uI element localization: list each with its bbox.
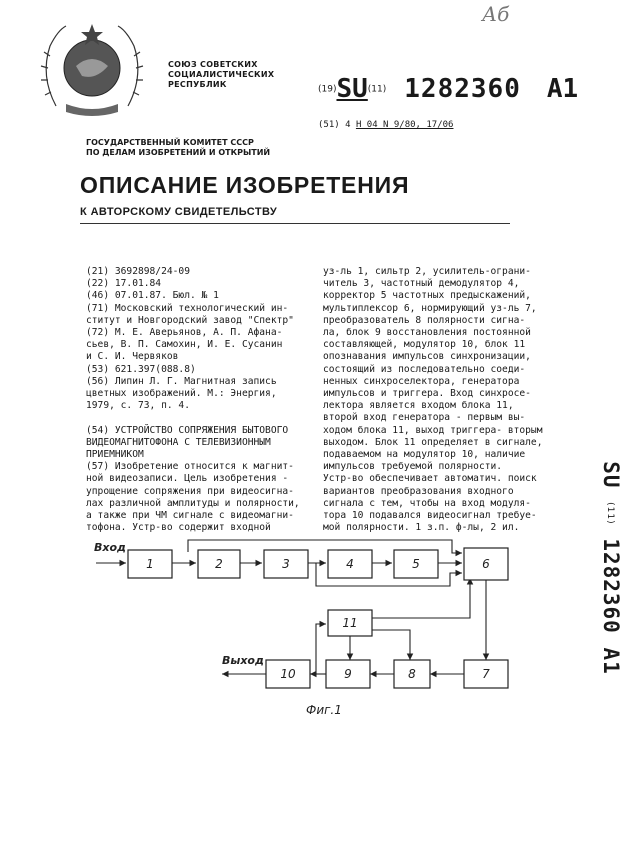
text-line: лах различной амплитуды и полярности, <box>86 497 300 509</box>
text-line: подаваемом на модулятор 10, наличие <box>323 449 526 461</box>
union-name-line: СОЦИАЛИСТИЧЕСКИХ <box>168 70 275 79</box>
patent-number: 1282360 <box>404 74 521 104</box>
text-line: ПРИЕМНИКОМ <box>86 449 144 461</box>
text-line: ститут и Новгородский завод "Спектр" <box>86 314 294 326</box>
text-line: сигнала с тем, чтобы на вход модуля- <box>323 497 531 509</box>
country-code: SU <box>336 74 368 104</box>
text-line: (56) Липин Л. Г. Магнитная запись <box>86 375 277 387</box>
text-line: мультиплексор 6, нормирующий уз-ль 7, <box>323 302 537 314</box>
spine-country: SU <box>598 461 623 489</box>
block-label-1: 1 <box>146 557 154 571</box>
text-line: (21) 3692898/24-09 <box>86 266 190 277</box>
text-line: (54) УСТРОЙСТВО СОПРЯЖЕНИЯ БЫТОВОГО <box>86 424 289 436</box>
text-line: ненных синхроселектора, генератора <box>323 375 520 387</box>
text-line: импульсов требуемой полярности. <box>323 461 503 473</box>
block-label-2: 2 <box>215 557 223 571</box>
text-line: сьев, В. П. Самохин, И. Е. Сусанин <box>86 339 283 351</box>
text-line: (72) М. Е. Аверьянов, А. П. Афана- <box>86 327 283 339</box>
text-line: цветных изображений. М.: Энергия, <box>86 388 277 400</box>
patent-kind: A1 <box>546 74 579 104</box>
text-line: 1979, с. 73, п. 4. <box>86 400 190 412</box>
block-label-11: 11 <box>342 616 358 630</box>
text-line: (53) 621.397(088.8) <box>86 363 196 375</box>
union-name-line: СОЮЗ СОВЕТСКИХ <box>168 60 258 69</box>
corner-handwritten-mark: Аб <box>482 2 510 26</box>
text-line: и С. И. Червяков <box>86 351 179 363</box>
text-line: ходом блока 11, выход триггера- вторым <box>323 424 543 436</box>
text-line: выходом. Блок 11 определяет в сигнале, <box>323 436 543 448</box>
text-line: (57) Изобретение относится к магнит- <box>86 461 294 473</box>
text-line: уз-ль 1, сильтр 2, усилитель-ограни- <box>323 266 531 277</box>
document-subtitle: К АВТОРСКОМУ СВИДЕТЕЛЬСТВУ <box>80 206 278 218</box>
text-line: второй вход генератора - первым вы- <box>323 412 526 424</box>
union-name-line: РЕСПУБЛИК <box>168 80 227 89</box>
spine-patent-number: 1282360 <box>598 538 623 634</box>
committee-line: ГОСУДАРСТВЕННЫЙ КОМИТЕТ СССР <box>86 138 254 147</box>
spine-kind: A1 <box>598 647 623 675</box>
text-line: ВИДЕОМАГНИТОФОНА С ТЕЛЕВИЗИОННЫМ <box>86 436 271 448</box>
figure-caption: Фиг.1 <box>306 703 342 717</box>
block-label-4: 4 <box>346 557 354 571</box>
text-line: преобразователь 8 полярности сигна- <box>323 314 526 326</box>
text-line: ной видеозаписи. Цель изобретения - <box>86 473 289 485</box>
text-line: (22) 17.01.84 <box>86 278 162 290</box>
text-line: корректор 5 частотных предыскажений, <box>323 290 531 302</box>
input-label: Вход <box>94 541 126 554</box>
text-line: (46) 07.01.87. Бюл. № 1 <box>86 290 219 302</box>
text-line: тофона. Устр-во содержит входной <box>86 522 271 534</box>
committee-line: ПО ДЕЛАМ ИЗОБРЕТЕНИЙ И ОТКРЫТИЙ <box>86 148 271 157</box>
output-label: Выход <box>222 654 264 667</box>
text-line: составляющей, модулятор 10, блок 11 <box>323 339 526 351</box>
text-line: состоящий из последовательно соеди- <box>323 363 526 375</box>
ipc-value: H 04 N 9/80, 17/06 <box>355 120 454 130</box>
block-label-7: 7 <box>482 667 490 681</box>
block-label-9: 9 <box>344 667 352 681</box>
text-line: тора 10 подавался видеосигнал требуе- <box>323 510 537 522</box>
text-line: (71) Московский технологический ин- <box>86 302 289 314</box>
text-line: лектора является входом блока 11, <box>323 400 514 412</box>
num-prefix-tag: (19) <box>318 84 337 95</box>
text-line: вариантов преобразования входного <box>323 485 514 497</box>
ipc-prefix: (51) 4 <box>318 120 351 130</box>
text-line: читель 3, частотный демодулятор 4, <box>323 278 520 290</box>
block-label-3: 3 <box>282 557 290 571</box>
text-line: опознавания импульсов синхронизации, <box>323 351 531 363</box>
text-line: Устр-во обеспечивает автоматич. поиск <box>323 473 537 485</box>
text-line: импульсов и триггера. Вход синхросе- <box>323 388 531 400</box>
block-label-5: 5 <box>412 557 420 571</box>
block-label-10: 10 <box>280 667 296 681</box>
text-line: упрощение сопряжения при видеосигна- <box>86 485 294 497</box>
text-line: ла, блок 9 восстановления постоянной <box>323 327 531 339</box>
block-label-6: 6 <box>482 557 490 571</box>
text-line: а также при ЧМ сигнале с видеомагни- <box>86 510 294 522</box>
block-label-8: 8 <box>408 667 416 681</box>
text-line: мой полярности. 1 з.п. ф-лы, 2 ил. <box>323 522 520 534</box>
num-mid-tag: (11) <box>367 84 387 95</box>
spine-tag: (11) <box>604 502 615 525</box>
document-title: ОПИСАНИЕ ИЗОБРЕТЕНИЯ <box>80 172 410 198</box>
